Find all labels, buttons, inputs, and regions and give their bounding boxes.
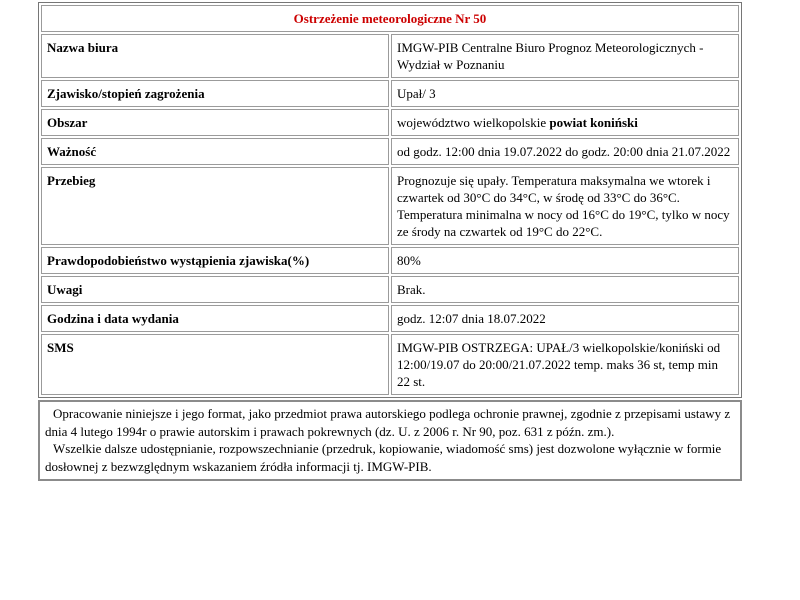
table-row xyxy=(41,167,739,245)
table-row xyxy=(41,247,739,274)
row-label-przebieg: Przebieg xyxy=(41,167,389,245)
warning-document xyxy=(38,2,742,481)
row-label-nazwa-biura: Nazwa biura xyxy=(41,34,389,78)
row-value-zjawisko: Upał/ 3 xyxy=(391,80,739,107)
row-label-prawdopodobienstwo: Prawdopodobieństwo wystąpienia zjawiska(%) xyxy=(41,247,389,274)
row-value-godzina-wydania: godz. 12:07 dnia 18.07.2022 xyxy=(391,305,739,332)
row-value-nazwa-biura: IMGW-PIB Centralne Biuro Prognoz Meteorologicznych - Wydział w Poznaniu xyxy=(391,34,739,78)
page-title: Ostrzeżenie meteorologiczne Nr 50 xyxy=(41,5,739,32)
copyright-paragraph-2: Wszelkie dalsze udostępnianie, rozpowszechnianie (przedruk, kopiowanie, wiadomość sms) jest dozwolone wyłącznie w formie dosłownej z bezwzględnym wskazaniem źródła informacji tj. IMGW-PIB. xyxy=(45,441,722,474)
row-value-obszar xyxy=(391,109,739,136)
table-row xyxy=(41,334,739,395)
title-row xyxy=(41,5,739,32)
warning-table xyxy=(38,2,742,398)
obszar-powiat-text: powiat koniński xyxy=(549,115,638,130)
row-value-przebieg: Prognozuje się upały. Temperatura maksymalna we wtorek i czwartek od 30°C do 34°C, w środę od 33°C do 36°C. Temperatura minimalna w nocy od 16°C do 19°C, tylko w nocy ze środy na czwartek od 19°C do 22°C. xyxy=(391,167,739,245)
row-label-zjawisko: Zjawisko/stopień zagrożenia xyxy=(41,80,389,107)
obszar-region-text: województwo wielkopolskie xyxy=(397,115,550,130)
table-row xyxy=(41,138,739,165)
row-label-godzina-wydania: Godzina i data wydania xyxy=(41,305,389,332)
copyright-paragraph-1: Opracowanie niniejsze i jego format, jako przedmiot prawa autorskiego podlega ochronie prawnej, zgodnie z przepisami ustawy z dnia 4 lutego 1994r o prawie autorskim i prawach pokrewnych (dz. U. z 2006 r. Nr 90, poz. 631 z późn. zm.). xyxy=(45,406,731,439)
row-label-waznosc: Ważność xyxy=(41,138,389,165)
table-row xyxy=(41,276,739,303)
row-label-sms: SMS xyxy=(41,334,389,395)
row-value-waznosc: od godz. 12:00 dnia 19.07.2022 do godz. 20:00 dnia 21.07.2022 xyxy=(391,138,739,165)
row-value-uwagi: Brak. xyxy=(391,276,739,303)
row-label-obszar: Obszar xyxy=(41,109,389,136)
table-row xyxy=(41,305,739,332)
table-row xyxy=(41,80,739,107)
table-row xyxy=(41,109,739,136)
copyright-note xyxy=(38,400,742,481)
row-label-uwagi: Uwagi xyxy=(41,276,389,303)
table-row xyxy=(41,34,739,78)
row-value-prawdopodobienstwo: 80% xyxy=(391,247,739,274)
row-value-sms: IMGW-PIB OSTRZEGA: UPAŁ/3 wielkopolskie/koniński od 12:00/19.07 do 20:00/21.07.2022 temp. maks 36 st, temp min 22 st. xyxy=(391,334,739,395)
